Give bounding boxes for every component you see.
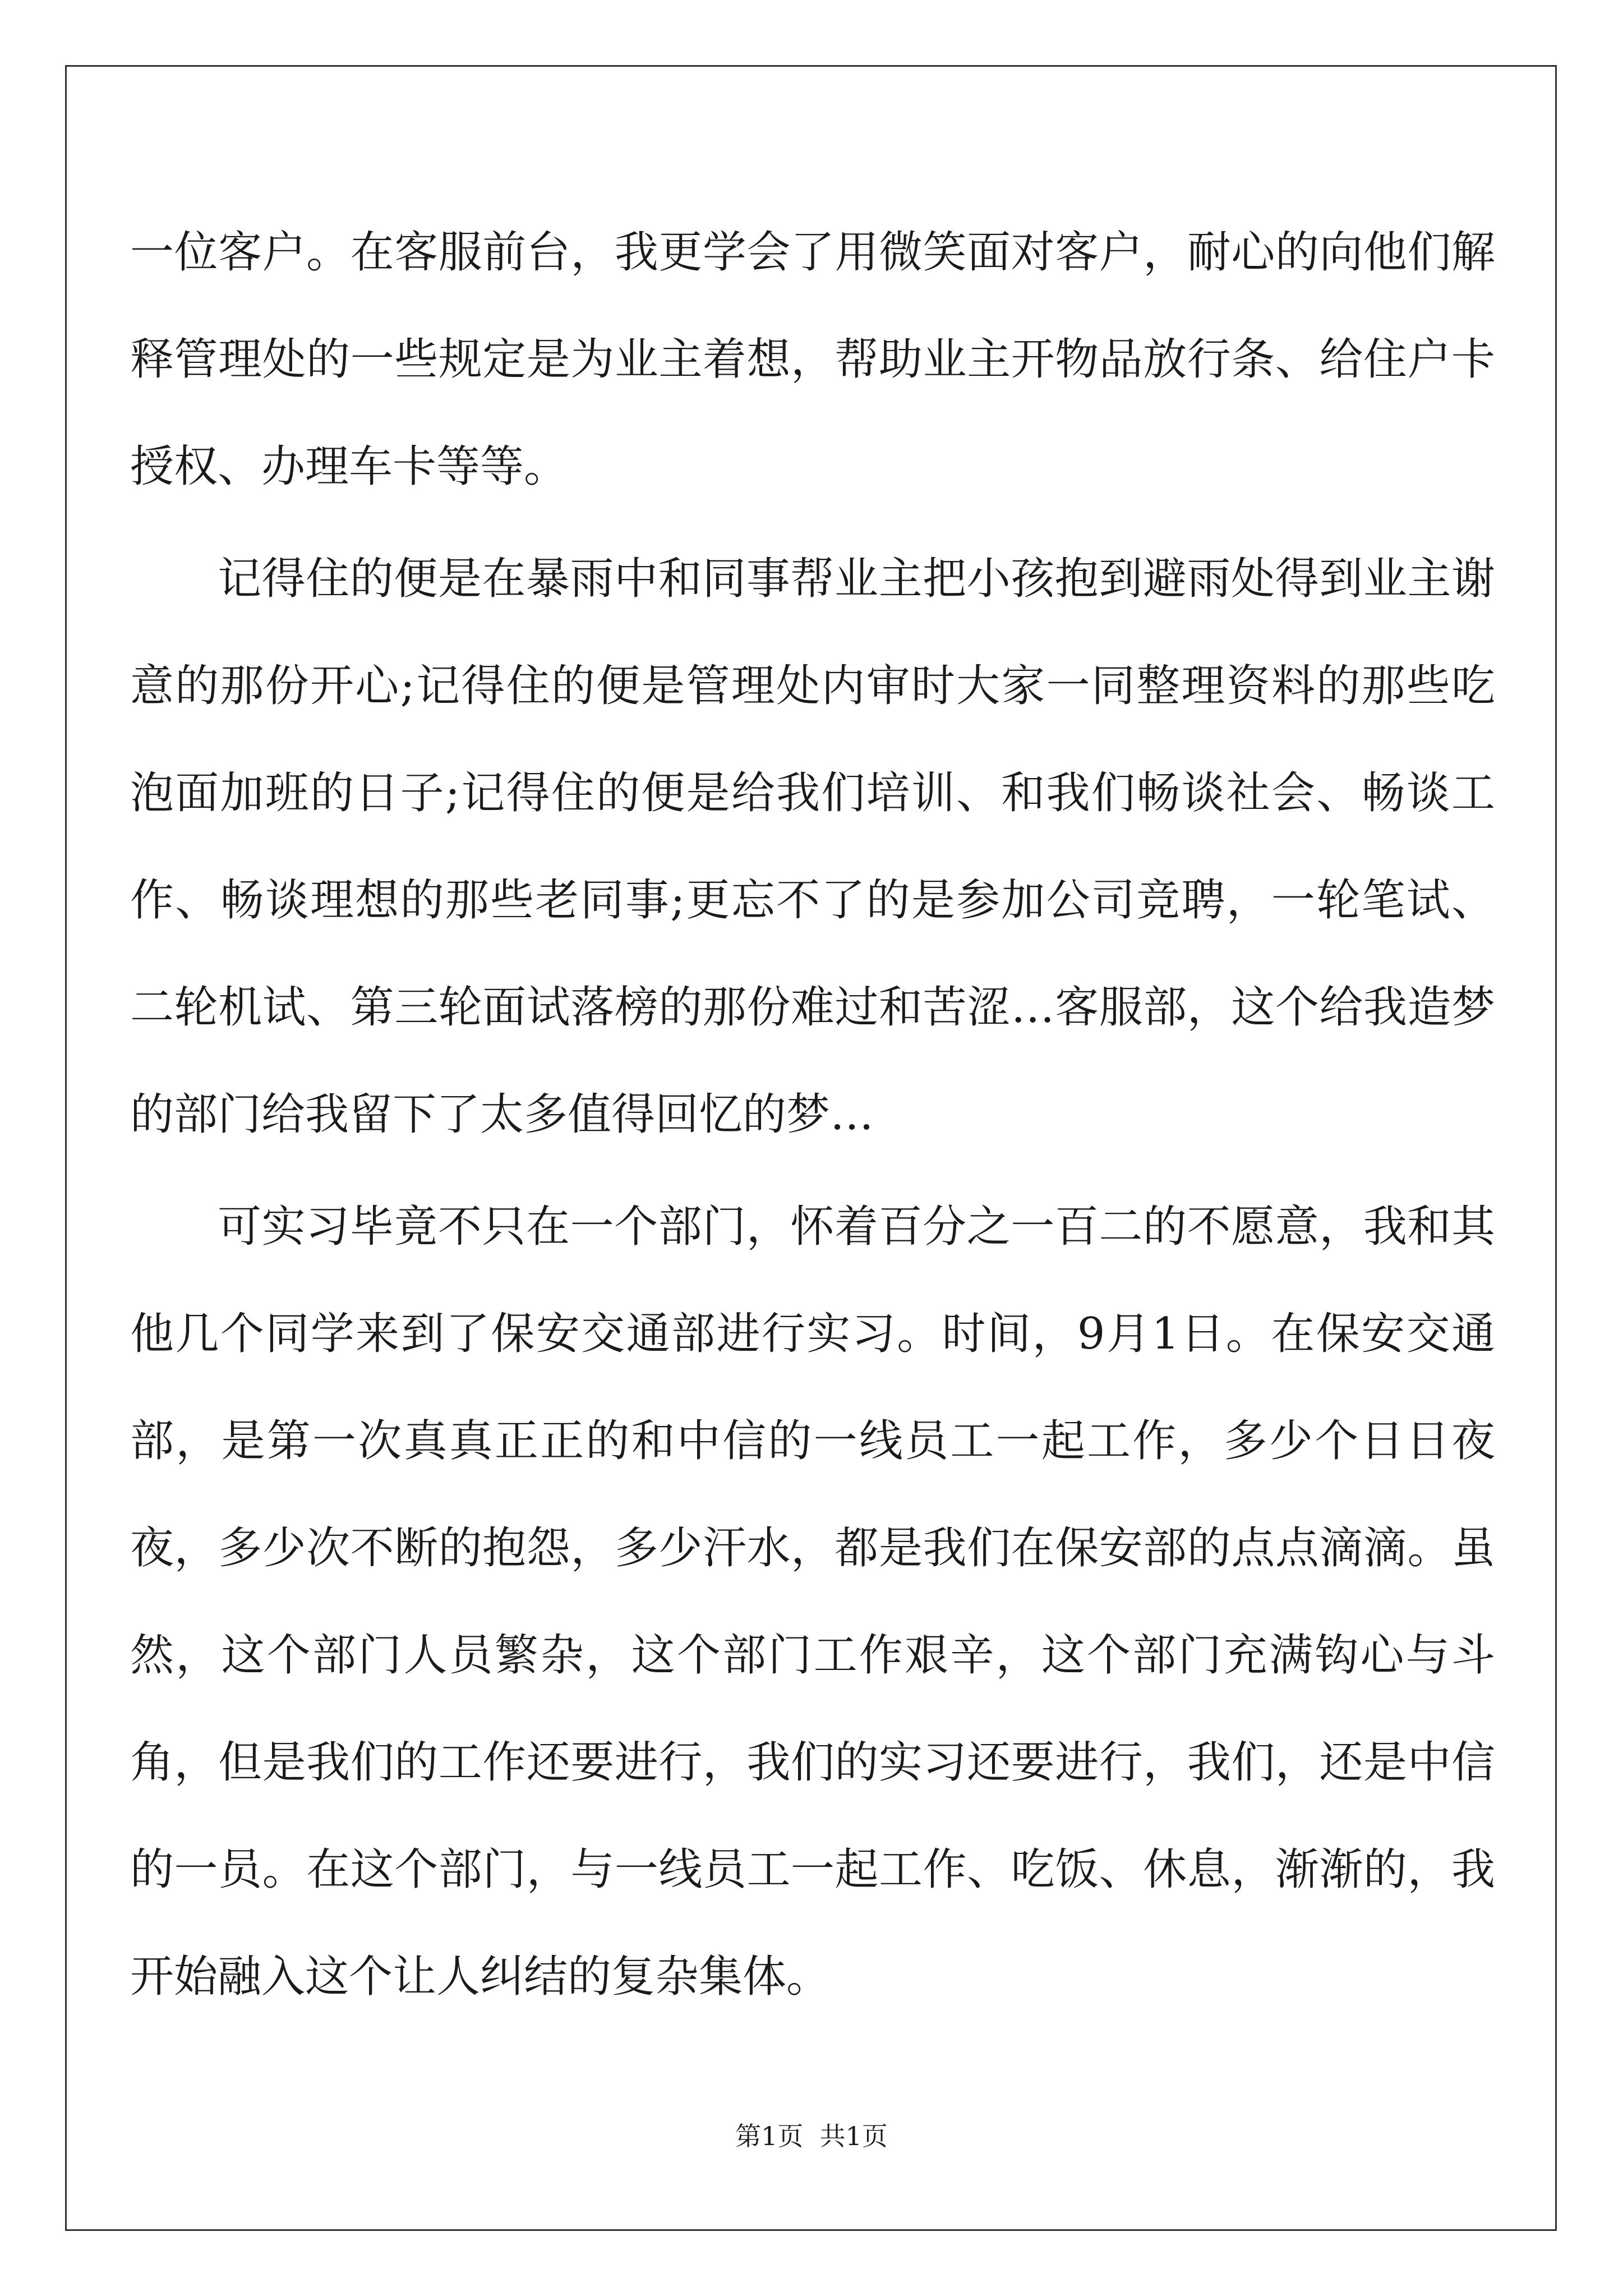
- paragraph-3: 可实习毕竟不只在一个部门，怀着百分之一百二的不愿意，我和其他几个同学来到了保安交通部进行实习。时间，9月1日。在保安交通部，是第一次真真正正的和中信的一线员工一起工作，多少个日日夜夜，多少次不断的抱怨，多少汗水，都是我们在保安部的点点滴滴。虽然，这个部门人员繁杂，这个部门工作艰辛，这个部门充满钩心与斗角，但是我们的工作还要进行，我们的实习还要进行，我们，还是中信的一员。在这个部门，与一线员工一起工作、吃饭、休息，渐渐的，我开始融入这个让人纠结的复杂集体。: [130, 1202, 1495, 2002]
- document-body: [130, 199, 1495, 2031]
- page-number-footer: 第1页 共1页: [735, 2121, 888, 2151]
- paragraph-2: 记得住的便是在暴雨中和同事帮业主把小孩抱到避雨处得到业主谢意的那份开心;记得住的便是管理处内审时大家一同整理资料的那些吃泡面加班的日子;记得住的便是给我们培训、和我们畅谈社会、畅谈工作、畅谈理想的那些老同事;更忘不了的是参加公司竞聘，一轮笔试、二轮机试、第三轮面试落榜的那份难过和苦涩…客服部，这个给我造梦的部门给我留下了太多值得回忆的梦…: [130, 554, 1495, 1140]
- paragraph-1: 一位客户。在客服前台，我更学会了用微笑面对客户，耐心的向他们解释管理处的一些规定是为业主着想，帮助业主开物品放行条、给住户卡授权、办理车卡等等。: [130, 227, 1495, 492]
